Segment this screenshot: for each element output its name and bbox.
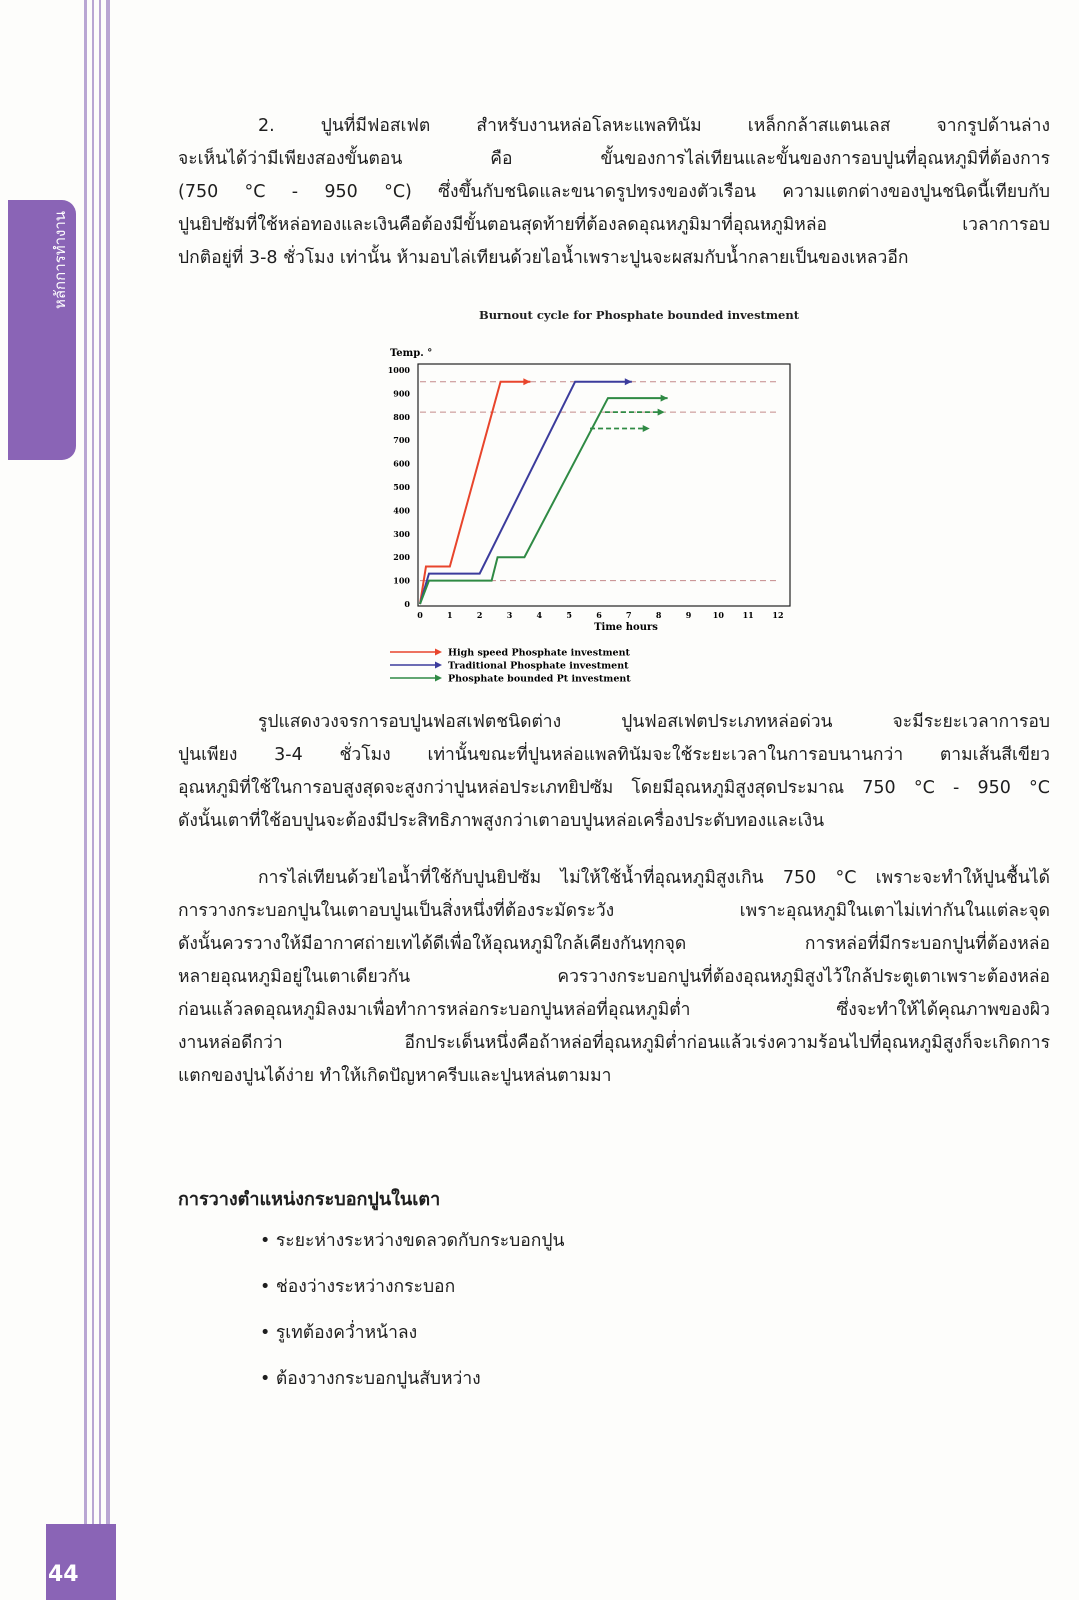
y-tick-label: 900 <box>393 388 410 399</box>
series-line <box>420 382 530 604</box>
dashed-step-arrow <box>643 425 650 432</box>
legend-arrow <box>435 649 442 656</box>
text-line: 2. ปูนที่มีฟอสเฟต สำหรับงานหล่อโลหะแพลทินัม เหล็กกล้าสแตนเลส จากรูปด้านล่าง <box>258 116 1050 136</box>
text-line: การไล่เทียนด้วยไอน้ำที่ใช้กับปูนยิปซัม ไม่ให้ใช้น้ำที่อุณหภูมิสูงเกิน 750 °C เพราะจะทำให้ปูนชื้นได้ <box>258 868 1050 888</box>
x-tick-label: 6 <box>596 610 602 620</box>
dashed-step-arrow <box>658 409 665 416</box>
margin-line <box>99 0 101 1600</box>
y-tick-label: 100 <box>393 575 410 586</box>
text-line: รูปแสดงวงจรการอบปูนฟอสเฟตชนิดต่าง ปูนฟอสเฟตประเภทหล่อด่วน จะมีระยะเวลาการอบ <box>258 712 1050 732</box>
x-tick-label: 2 <box>476 610 483 620</box>
y-tick-label: 300 <box>393 528 410 539</box>
x-tick-label: 11 <box>742 610 754 620</box>
chart-title: Burnout cycle for Phosphate bounded investment <box>478 308 800 322</box>
legend-arrow <box>435 662 442 669</box>
x-tick-label: 3 <box>506 610 513 620</box>
legend-label: Traditional Phosphate investment <box>448 660 629 672</box>
x-tick-label: 0 <box>417 610 423 620</box>
x-tick-label: 10 <box>712 610 724 620</box>
y-tick-label: 600 <box>393 458 410 469</box>
legend-arrow <box>435 675 442 682</box>
plot-frame <box>418 364 790 606</box>
y-tick-label: 700 <box>393 435 410 446</box>
x-axis-label: Time hours <box>594 622 658 633</box>
x-tick-label: 5 <box>566 610 572 620</box>
text-line: ปูนเพียง 3-4 ชั่วโมง เท่านั้นขณะที่ปูนหล่อแพลทินัมจะใช้ระยะเวลาในการอบนานกว่า ตามเส้นสีเขียว <box>178 745 1050 765</box>
burnout-cycle-chart <box>386 340 806 710</box>
chart-legend <box>390 648 631 685</box>
y-tick-label: 200 <box>393 552 410 563</box>
bullet-item: • รูเทต้องคว่ำหน้าลง <box>260 1318 564 1364</box>
x-tick-label: 1 <box>447 610 453 620</box>
text-line: ดังนั้นเตาที่ใช้อบปูนจะต้องมีประสิทธิภาพสูงกว่าเตาอบปูนหล่อเครื่องประดับทองและเงิน <box>178 811 825 831</box>
paragraph-phosphate-investment <box>178 110 1050 275</box>
text-line: หลายอุณหภูมิอยู่ในเตาเดียวกัน ควรวางกระบอกปูนที่ต้องอุณหภูมิสูงไว้ใกล้ประตูเตาเพราะต้องหล่อ <box>178 967 1050 987</box>
y-tick-label: 1000 <box>387 365 410 375</box>
section-heading: การวางตำแหน่งกระบอกปูนในเตา <box>178 1189 441 1210</box>
text-line: จะเห็นได้ว่ามีเพียงสองขั้นตอน คือ ขั้นของการไล่เทียนและขั้นของการอบปูนที่อุณหภูมิที่ต้องการ <box>178 149 1050 169</box>
x-tick-label: 9 <box>685 610 692 620</box>
bullet-list <box>260 1226 564 1410</box>
text-line: ดังนั้นควรวางให้มีอากาศถ่ายเทได้ดีเพื่อให้อุณหภูมิใกล้เคียงกันทุกจุด การหล่อที่มีกระบอกปูนที่ต้องหล่อ <box>178 934 1050 954</box>
paragraph-flask-placement <box>178 862 1050 1093</box>
text-line: การวางกระบอกปูนในเตาอบปูนเป็นสิ่งหนึ่งที่ต้องระมัดระวัง เพราะอุณหภูมิในเตาไม่เท่ากันในแต่ละจุด <box>178 901 1050 921</box>
y-tick-label: 400 <box>393 505 410 516</box>
chapter-side-tab-label: หลักการทำงาน <box>51 210 69 310</box>
bullet-item: • ช่องว่างระหว่างกระบอก <box>260 1272 564 1318</box>
x-tick-label: 12 <box>772 610 784 620</box>
margin-line <box>106 0 110 1600</box>
series-arrow <box>523 378 530 385</box>
y-tick-label: 500 <box>393 482 410 492</box>
series-arrow <box>625 378 632 385</box>
y-tick-label: 0 <box>404 599 410 609</box>
text-line: ปูนยิปซัมที่ใช้หล่อทองและเงินคือต้องมีขั้นตอนสุดท้ายที่ต้องลดอุณหภูมิมาที่อุณหภูมิหล่อ เวลาการอบ <box>178 215 1050 235</box>
bullet-item: • ต้องวางกระบอกปูนสับหว่าง <box>260 1364 564 1410</box>
legend-label: High speed Phosphate investment <box>448 647 630 659</box>
x-tick-label: 8 <box>655 610 662 620</box>
text-line: อุณหภูมิที่ใช้ในการอบสูงสุดจะสูงกว่าปูนหล่อประเภทยิปซัม โดยมีอุณหภูมิสูงสุดประมาณ 750 °C - 950 °C <box>178 778 1050 798</box>
y-axis-label: Temp. ° <box>390 348 433 359</box>
x-tick-labels <box>417 610 783 620</box>
text-line: (750 °C - 950 °C) ซึ่งขึ้นกับชนิดและขนาดรูปทรงของตัวเรือน ความแตกต่างของปูนชนิดนี้เทียบกับ <box>178 182 1050 202</box>
text-line: ก่อนแล้วลดอุณหภูมิลงมาเพื่อทำการหล่อกระบอกปูนหล่อที่อุณหภูมิต่ำ ซึ่งจะทำให้ได้คุณภาพของผิว <box>178 1000 1050 1020</box>
chapter-side-tab <box>8 200 76 460</box>
bullet-item: • ระยะห่างระหว่างขดลวดกับกระบอกปูน <box>260 1226 564 1272</box>
x-tick-label: 4 <box>536 610 543 620</box>
text-line: แตกของปูนได้ง่าย ทำให้เกิดปัญหาครีบและปูนหล่นตามมา <box>178 1066 612 1086</box>
legend-label: Phosphate bounded Pt investment <box>448 673 631 685</box>
text-line: งานหล่อดีกว่า อีกประเด็นหนึ่งคือถ้าหล่อที่อุณหภูมิต่ำก่อนแล้วเร่งความร้อนไปที่อุณหภูมิสูงก็จะเกิดการ <box>178 1033 1050 1053</box>
y-tick-labels <box>388 365 411 609</box>
y-tick-label: 800 <box>393 411 410 422</box>
x-tick-label: 7 <box>626 610 632 620</box>
page-number: 44 <box>48 1562 79 1587</box>
text-line: ปกติอยู่ที่ 3-8 ชั่วโมง เท่านั้น ห้ามอบไล่เทียนด้วยไอน้ำเพราะปูนจะผสมกับน้ำกลายเป็นของเหลวอีก <box>178 248 909 268</box>
paragraph-chart-caption <box>178 706 1050 838</box>
series-arrow <box>661 395 668 402</box>
